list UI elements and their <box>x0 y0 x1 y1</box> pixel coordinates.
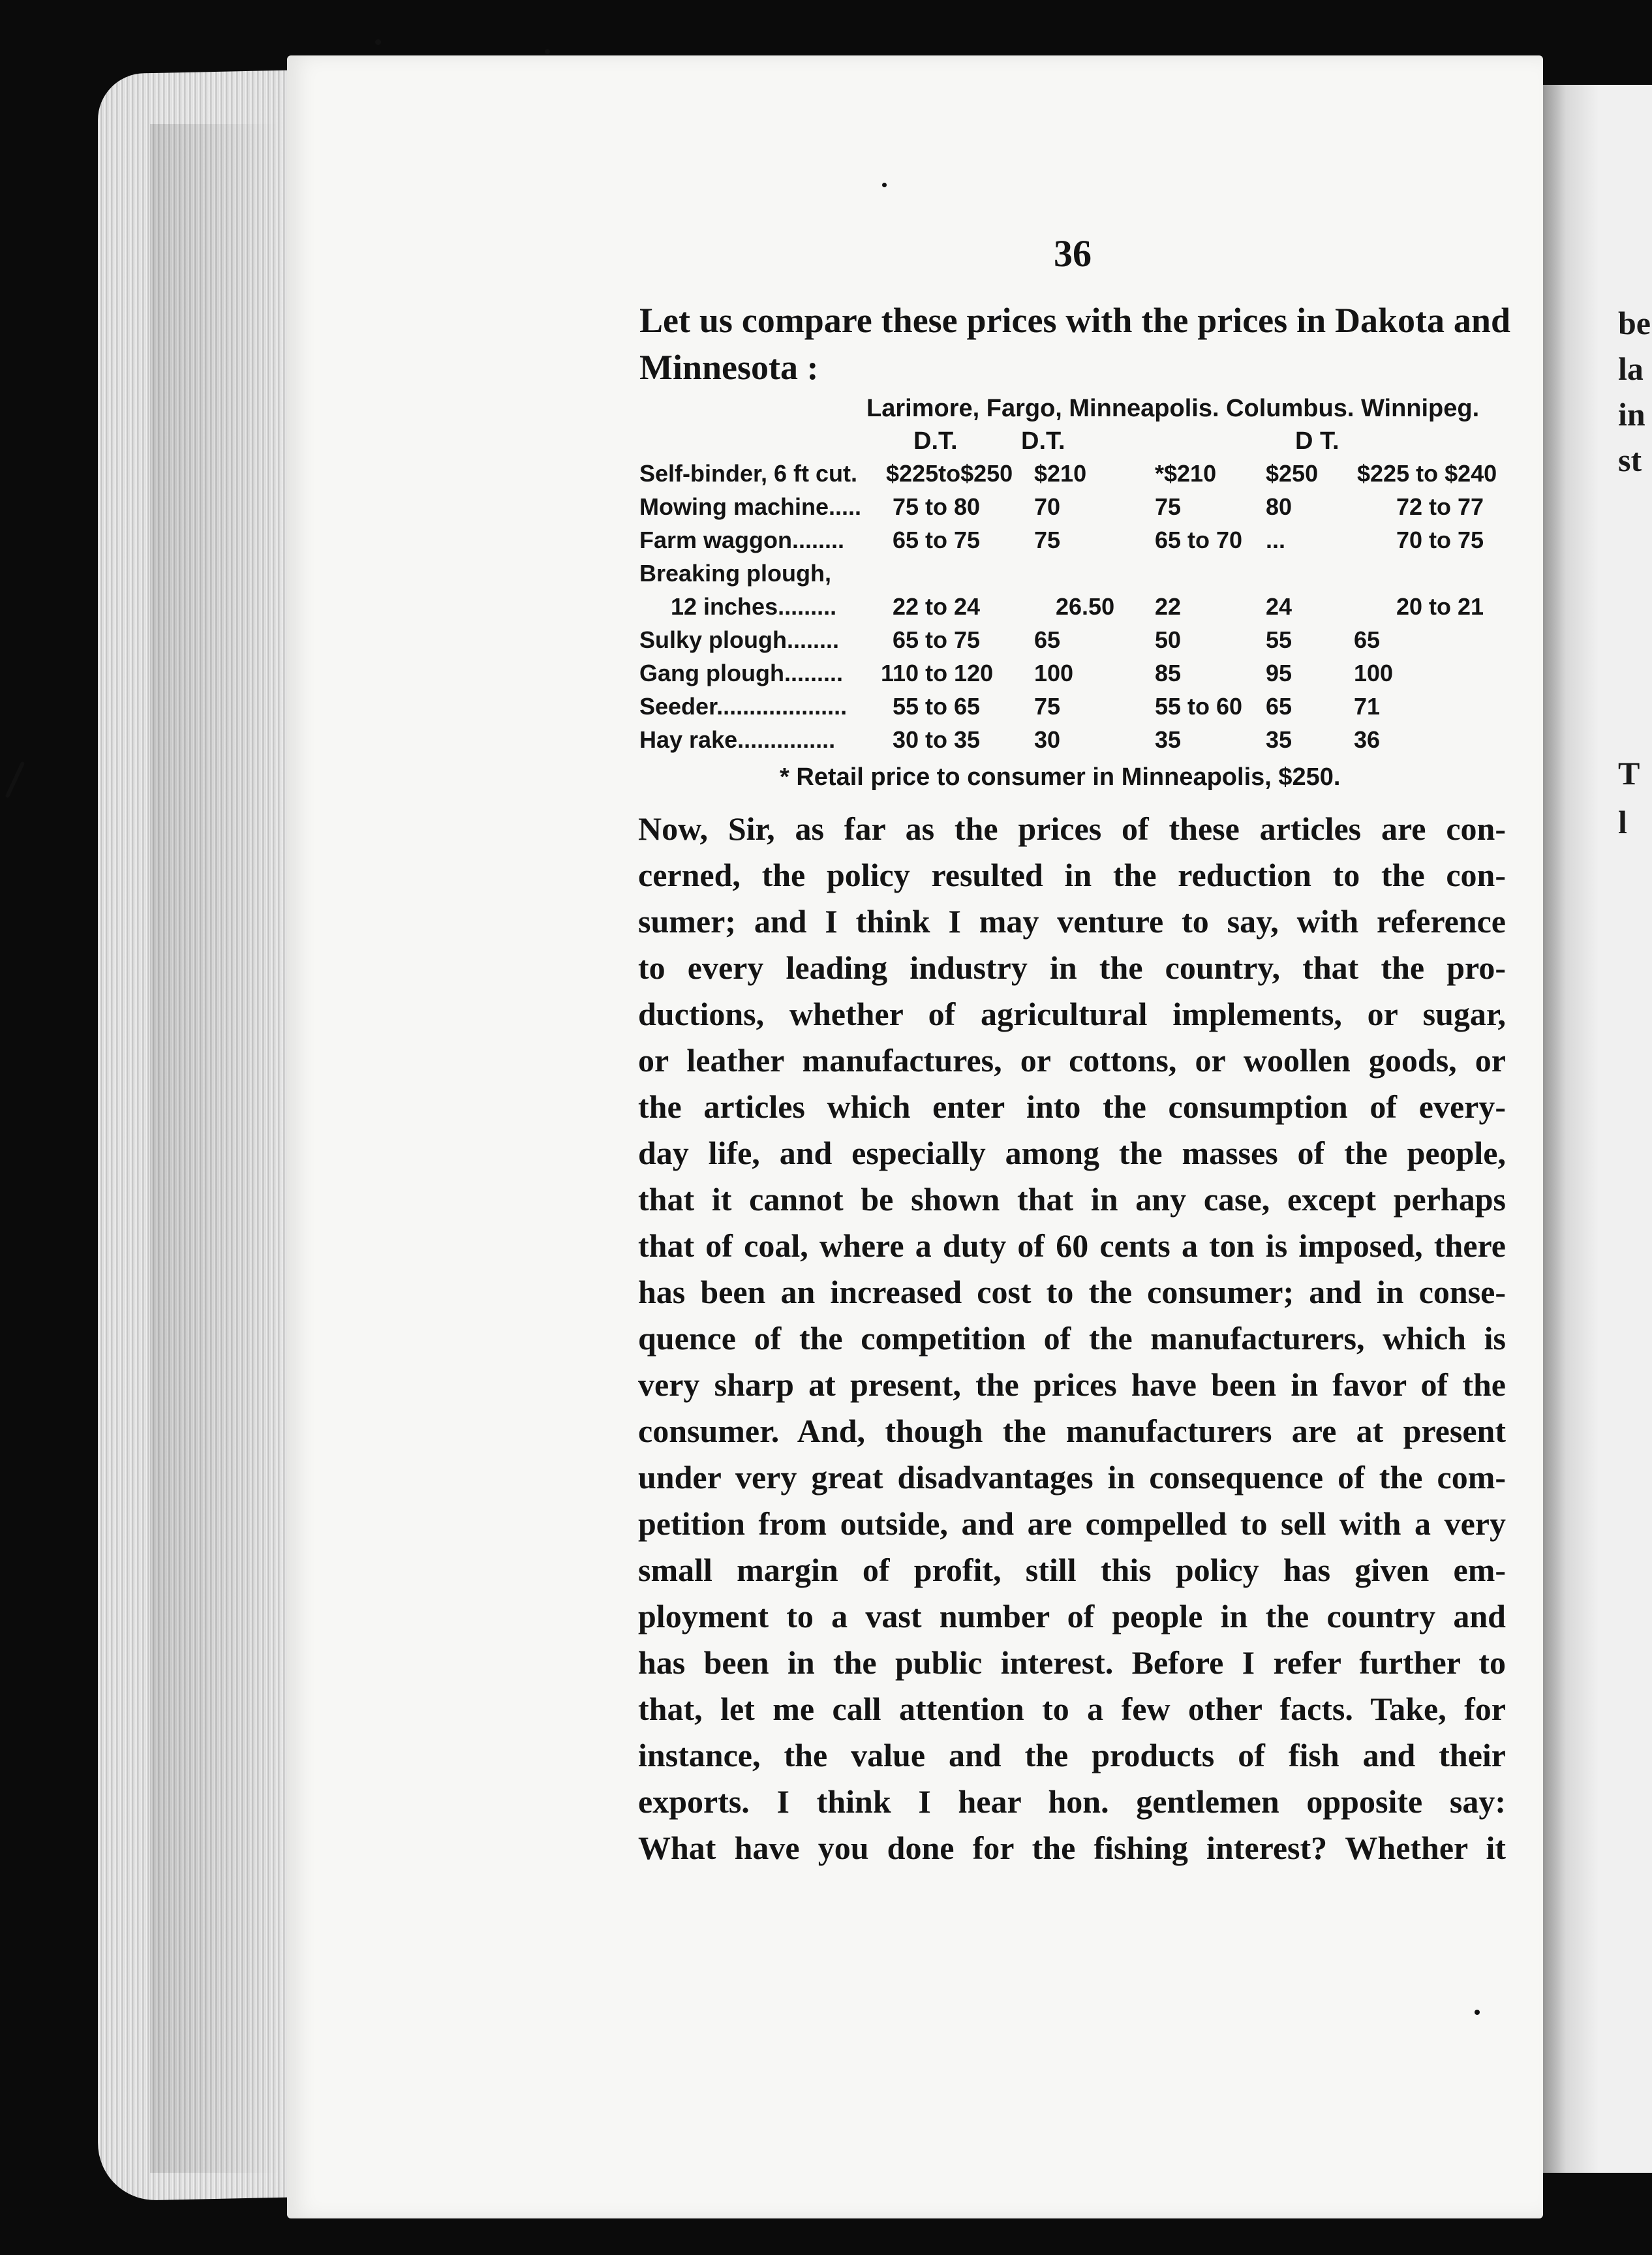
table-footnote: * Retail price to consumer in Minneapolis, $250. <box>780 763 1341 791</box>
price-winnipeg: 72 to 77 <box>1396 493 1484 520</box>
body-line: quence of the competition of the manufacturers, which is <box>638 1320 1506 1357</box>
price-columbus: 55 <box>1266 626 1293 653</box>
price-minneapolis: 75 <box>1155 493 1182 520</box>
price-winnipeg: 20 to 21 <box>1396 593 1484 620</box>
price-minneapolis: 85 <box>1155 660 1182 686</box>
body-line: exports. I think I hear hon. gentlemen opposite say: <box>638 1783 1506 1820</box>
body-line: day life, and especially among the masses of the people, <box>638 1135 1506 1171</box>
body-line: that, let me call attention to a few other facts. Take, for <box>638 1691 1506 1727</box>
price-minneapolis: 35 <box>1155 726 1182 753</box>
body-line: consumer. And, though the manufacturers are at present <box>638 1413 1506 1449</box>
body-line: instance, the value and the products of fish and their <box>638 1737 1506 1773</box>
next-page-fragment: in <box>1618 396 1645 433</box>
price-larimore: 55 to 65 <box>893 693 981 720</box>
price-larimore: 30 to 35 <box>893 726 981 753</box>
price-columbus: $250 <box>1266 460 1319 487</box>
table-row <box>639 693 1514 726</box>
body-line: small margin of profit, still this policy has given em- <box>638 1552 1506 1588</box>
price-winnipeg: 65 <box>1354 626 1381 653</box>
body-line: or leather manufactures, or cottons, or woollen goods, or <box>638 1042 1506 1079</box>
body-line: cerned, the policy resulted in the reduction to the con- <box>638 857 1506 893</box>
price-fargo: 100 <box>1034 660 1074 686</box>
price-minneapolis: 50 <box>1155 626 1182 653</box>
body-line: petition from outside, and are compelled to sell with a very <box>638 1505 1506 1542</box>
scan-speck <box>545 49 550 54</box>
price-larimore: 65 to 75 <box>893 626 981 653</box>
price-columbus: 95 <box>1266 660 1293 686</box>
body-line: that it cannot be shown that in any case, except perhaps <box>638 1181 1506 1218</box>
price-minneapolis: *$210 <box>1155 460 1217 487</box>
item-name: Seeder.................... <box>639 693 848 720</box>
item-name: Gang plough......... <box>639 660 843 686</box>
price-minneapolis: 22 <box>1155 593 1182 620</box>
body-line: ployment to a vast number of people in the country and <box>638 1598 1506 1634</box>
body-line: under very great disadvantages in consequence of the com- <box>638 1459 1506 1496</box>
scan-speck <box>1475 2010 1480 2015</box>
body-line: that of coal, where a duty of 60 cents a ton is imposed, there <box>638 1227 1506 1264</box>
next-page-fragment: st <box>1618 442 1642 478</box>
table-header-dt: D T. <box>1295 427 1339 455</box>
body-line: ductions, whether of agricultural implements, or sugar, <box>638 996 1506 1032</box>
table-row <box>639 593 1514 626</box>
body-line: has been an increased cost to the consumer; and in conse- <box>638 1274 1506 1310</box>
price-columbus: 65 <box>1266 693 1293 720</box>
scan-speck <box>882 183 887 187</box>
price-winnipeg: $225 to $240 <box>1357 460 1497 487</box>
table-row <box>639 660 1514 693</box>
body-line: sumer; and I think I may venture to say, with reference <box>638 903 1506 940</box>
book-edge-shadow <box>150 124 281 2173</box>
table-header-dt: D.T. <box>1021 427 1065 455</box>
table-header-cities: Larimore, Fargo, Minneapolis. Columbus. Winnipeg. <box>866 395 1480 422</box>
item-name: Farm waggon........ <box>639 527 845 553</box>
scan-speck <box>375 39 381 45</box>
next-page-fragment: be <box>1618 305 1651 341</box>
price-columbus: ... <box>1266 527 1286 553</box>
item-name: Self-binder, 6 ft cut. <box>639 460 858 487</box>
item-name: Mowing machine..... <box>639 493 862 520</box>
price-fargo: 75 <box>1034 693 1061 720</box>
body-line: What have you done for the fishing interest? Whether it <box>638 1830 1506 1866</box>
intro-paragraph <box>639 297 1510 391</box>
price-columbus: 80 <box>1266 493 1293 520</box>
body-line: the articles which enter into the consumption of every- <box>638 1088 1506 1125</box>
price-larimore: 22 to 24 <box>893 593 981 620</box>
price-fargo: 30 <box>1034 726 1061 753</box>
body-line: has been in the public interest. Before I refer further to <box>638 1644 1506 1681</box>
intro-line: Minnesota : <box>639 348 819 387</box>
table-header-dt: D.T. <box>913 427 958 455</box>
table-row <box>639 493 1514 527</box>
body-line: to every leading industry in the country, that the pro- <box>638 949 1506 986</box>
price-larimore: 75 to 80 <box>893 493 981 520</box>
intro-line: Let us compare these prices with the prices in Dakota and <box>639 301 1510 340</box>
price-larimore: $225to$250 <box>886 460 1013 487</box>
price-fargo: 75 <box>1034 527 1061 553</box>
price-larimore: 110 to 120 <box>881 660 994 686</box>
price-winnipeg: 36 <box>1354 726 1381 753</box>
item-name: Sulky plough........ <box>639 626 840 653</box>
price-fargo: $210 <box>1034 460 1087 487</box>
scan-mark <box>5 761 25 799</box>
price-fargo: 26.50 <box>1056 593 1115 620</box>
next-page-fragment: l <box>1618 804 1627 840</box>
next-page-fragment: T <box>1618 755 1640 791</box>
body-line: very sharp at present, the prices have been in favor of the <box>638 1366 1506 1403</box>
body-line: Now, Sir, as far as the prices of these articles are con- <box>638 810 1506 847</box>
item-name: Hay rake............... <box>639 726 836 753</box>
price-winnipeg: 70 to 75 <box>1396 527 1484 553</box>
next-page-fragment: la <box>1618 350 1644 387</box>
price-minneapolis: 55 to 60 <box>1155 693 1243 720</box>
price-columbus: 35 <box>1266 726 1293 753</box>
item-name: Breaking plough, <box>639 560 832 587</box>
body-paragraph <box>638 806 1506 1871</box>
price-columbus: 24 <box>1266 593 1293 620</box>
item-name: 12 inches......... <box>671 593 837 620</box>
table-row <box>639 726 1514 759</box>
table-row <box>639 626 1514 660</box>
table-row <box>639 560 1514 593</box>
price-minneapolis: 65 to 70 <box>1155 527 1243 553</box>
price-winnipeg: 100 <box>1354 660 1394 686</box>
price-larimore: 65 to 75 <box>893 527 981 553</box>
table-row <box>639 527 1514 560</box>
price-table <box>639 460 1514 759</box>
table-row <box>639 460 1514 493</box>
price-fargo: 70 <box>1034 493 1061 520</box>
price-fargo: 65 <box>1034 626 1061 653</box>
page-number: 36 <box>1054 232 1092 275</box>
price-winnipeg: 71 <box>1354 693 1381 720</box>
